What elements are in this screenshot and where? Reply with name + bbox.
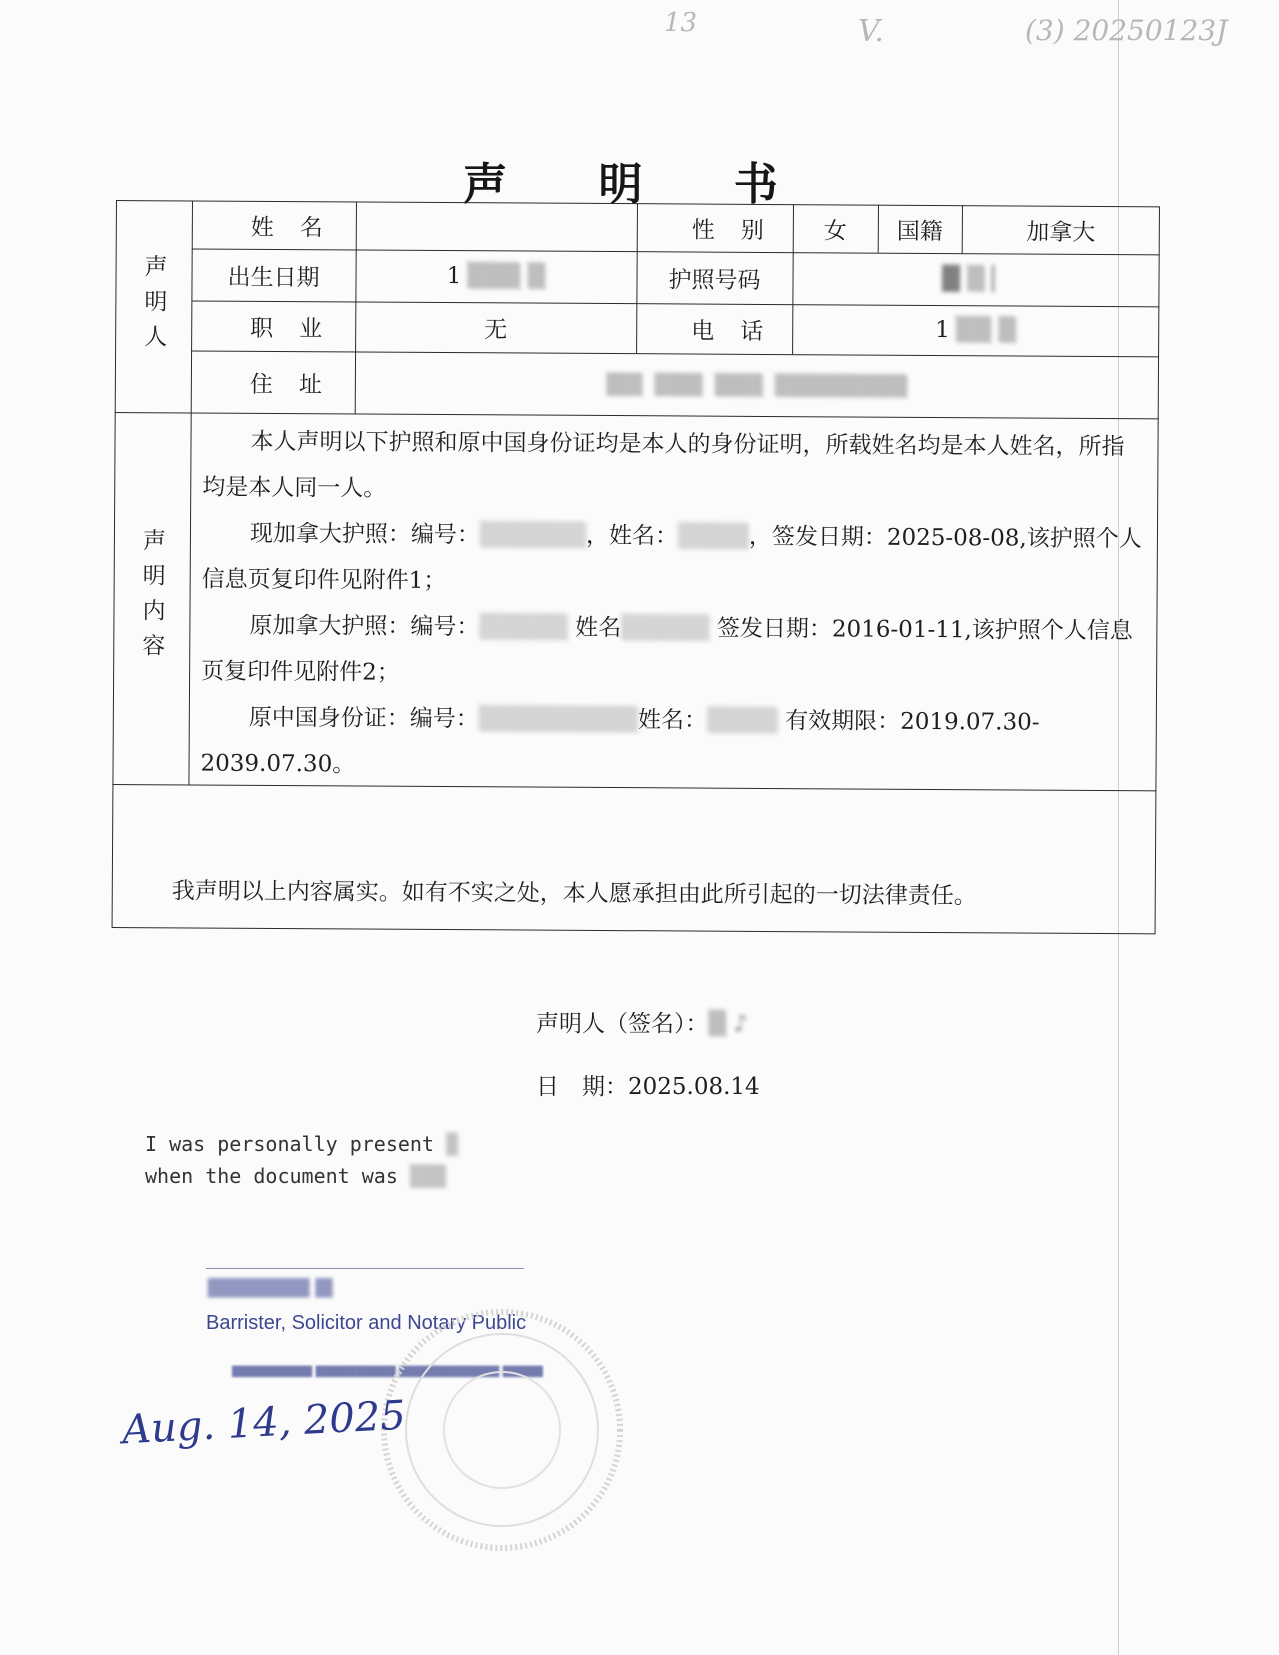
p4-name-label: 姓名： bbox=[637, 707, 708, 734]
dob-value bbox=[355, 249, 636, 303]
declaration-statement: 我声明以上内容属实。如有不实之处，本人愿承担由此所引起的一切法律责任。 bbox=[171, 878, 977, 910]
dob-label: 出生日期 bbox=[227, 264, 320, 291]
nationality-value: 加拿大 bbox=[1026, 219, 1096, 246]
occupation-value: 无 bbox=[484, 316, 508, 343]
phone-value-text: 1 bbox=[935, 317, 950, 344]
content-paragraph-3 bbox=[201, 603, 1142, 701]
phone-label: 电话 bbox=[691, 318, 790, 345]
redaction-mark: ▒ bbox=[433, 1132, 459, 1156]
declaration-form bbox=[112, 200, 1160, 934]
notary-title: Barrister, Solicitor and Notary Public bbox=[206, 1312, 527, 1334]
date-row bbox=[536, 1068, 760, 1101]
name-value bbox=[356, 201, 637, 251]
content-label-text: 声明内容 bbox=[138, 528, 165, 669]
address-value bbox=[355, 351, 1159, 418]
witness-line-1 bbox=[145, 1132, 458, 1156]
notary-address-stamp: ▆▆▆▆▆▆▆▆ ▆▆▆▆▆▆▆▆ ▆▆▆▆▆▆▆▆▆▆ ▆▆▆▆ bbox=[232, 1362, 543, 1377]
notary-name-stamp: ▆▆▆▆▆▆ ▆ bbox=[208, 1272, 333, 1297]
p2-name-label: ，姓名： bbox=[586, 522, 679, 550]
margin-note-right: (3) 20250123J bbox=[1025, 14, 1228, 47]
p2-prefix: 现加拿大护照：编号： bbox=[249, 520, 481, 549]
content-paragraph-4 bbox=[200, 695, 1141, 793]
p3-suffix: 签发日期：2016-01-11,该护照个人信息页复印件见附件2； bbox=[201, 615, 1133, 686]
p2-suffix: ，签发日期：2025-08-08,该护照个人信息页复印件见附件1； bbox=[201, 523, 1142, 595]
address-label: 住址 bbox=[249, 371, 348, 398]
content-paragraph-2 bbox=[202, 511, 1143, 609]
name-label: 姓名 bbox=[250, 214, 349, 241]
occupation-label: 职业 bbox=[250, 315, 349, 342]
redaction-mark: ▒▒▒▒▒ bbox=[621, 615, 710, 642]
p3-prefix: 原加拿大护照：编号： bbox=[249, 612, 480, 641]
content-paragraph-1: 本人声明以下护照和原中国身份证均是本人的身份证明，所载姓名均是本人姓名，所指均是本人同一人。 bbox=[202, 428, 1125, 502]
redaction-mark: ▒▒▒ bbox=[397, 1164, 447, 1188]
gender-label: 性别 bbox=[691, 217, 790, 244]
p4-prefix: 原中国身份证：编号： bbox=[248, 704, 479, 733]
p3-name-label: 姓名 bbox=[575, 614, 622, 642]
p4-suffix: 有效期限：2019.07.30-2039.07.30。 bbox=[200, 708, 1040, 778]
phone-value bbox=[792, 304, 1159, 356]
date-label: 日 期： bbox=[536, 1074, 628, 1100]
declarant-label bbox=[115, 200, 192, 412]
date-value: 2025.08.14 bbox=[628, 1074, 760, 1100]
witness-line-1-text: I was personally present bbox=[145, 1132, 434, 1156]
notary-signature-line bbox=[206, 1268, 524, 1269]
gender-value: 女 bbox=[823, 217, 847, 244]
redaction-mark: ▒▒▒▒ bbox=[678, 523, 749, 550]
dob-value-text: 1 bbox=[446, 263, 462, 290]
passport-no-label: 护照号码 bbox=[668, 266, 761, 294]
redaction-mark: ▒▒▒▒▒▒▒▒▒ bbox=[478, 706, 639, 734]
witness-line-2-text: when the document was bbox=[145, 1164, 398, 1188]
notary-seal bbox=[372, 1300, 632, 1560]
redaction-mark: █ ▒ ▏ bbox=[942, 266, 1010, 293]
redaction-mark: ▒▒▒▒▒ bbox=[479, 614, 568, 641]
content-label bbox=[112, 412, 190, 784]
signature-row bbox=[536, 1005, 748, 1038]
witness-line-2 bbox=[145, 1164, 446, 1188]
notary-handwritten-date: Aug. 14, 2025 bbox=[120, 1392, 407, 1454]
redaction-mark: ▒▒ ▒ bbox=[955, 317, 1017, 344]
nationality-label: 国籍 bbox=[896, 218, 943, 245]
margin-note-mid: V. bbox=[858, 14, 884, 49]
redaction-mark: ▒▒▒ ▒ bbox=[467, 263, 546, 290]
signature-label: 声明人（签名）： bbox=[536, 1011, 709, 1037]
content-body bbox=[200, 419, 1142, 793]
document-title: 声 明 书 bbox=[463, 159, 816, 210]
redaction-mark: ▒▒▒▒▒▒ bbox=[479, 522, 587, 549]
redaction-mark: ▒▒▒▒ bbox=[706, 707, 778, 735]
redaction-mark: ▒▒▒ ▒▒▒▒ ▒▒▒▒ ▒▒▒▒▒▒▒▒▒▒▒ bbox=[606, 371, 908, 398]
passport-no-value bbox=[792, 252, 1159, 306]
redaction-mark: ▒ ♪ bbox=[708, 1011, 749, 1037]
margin-note-left: 13 bbox=[664, 8, 698, 38]
declarant-label-text: 声明人 bbox=[140, 253, 167, 359]
